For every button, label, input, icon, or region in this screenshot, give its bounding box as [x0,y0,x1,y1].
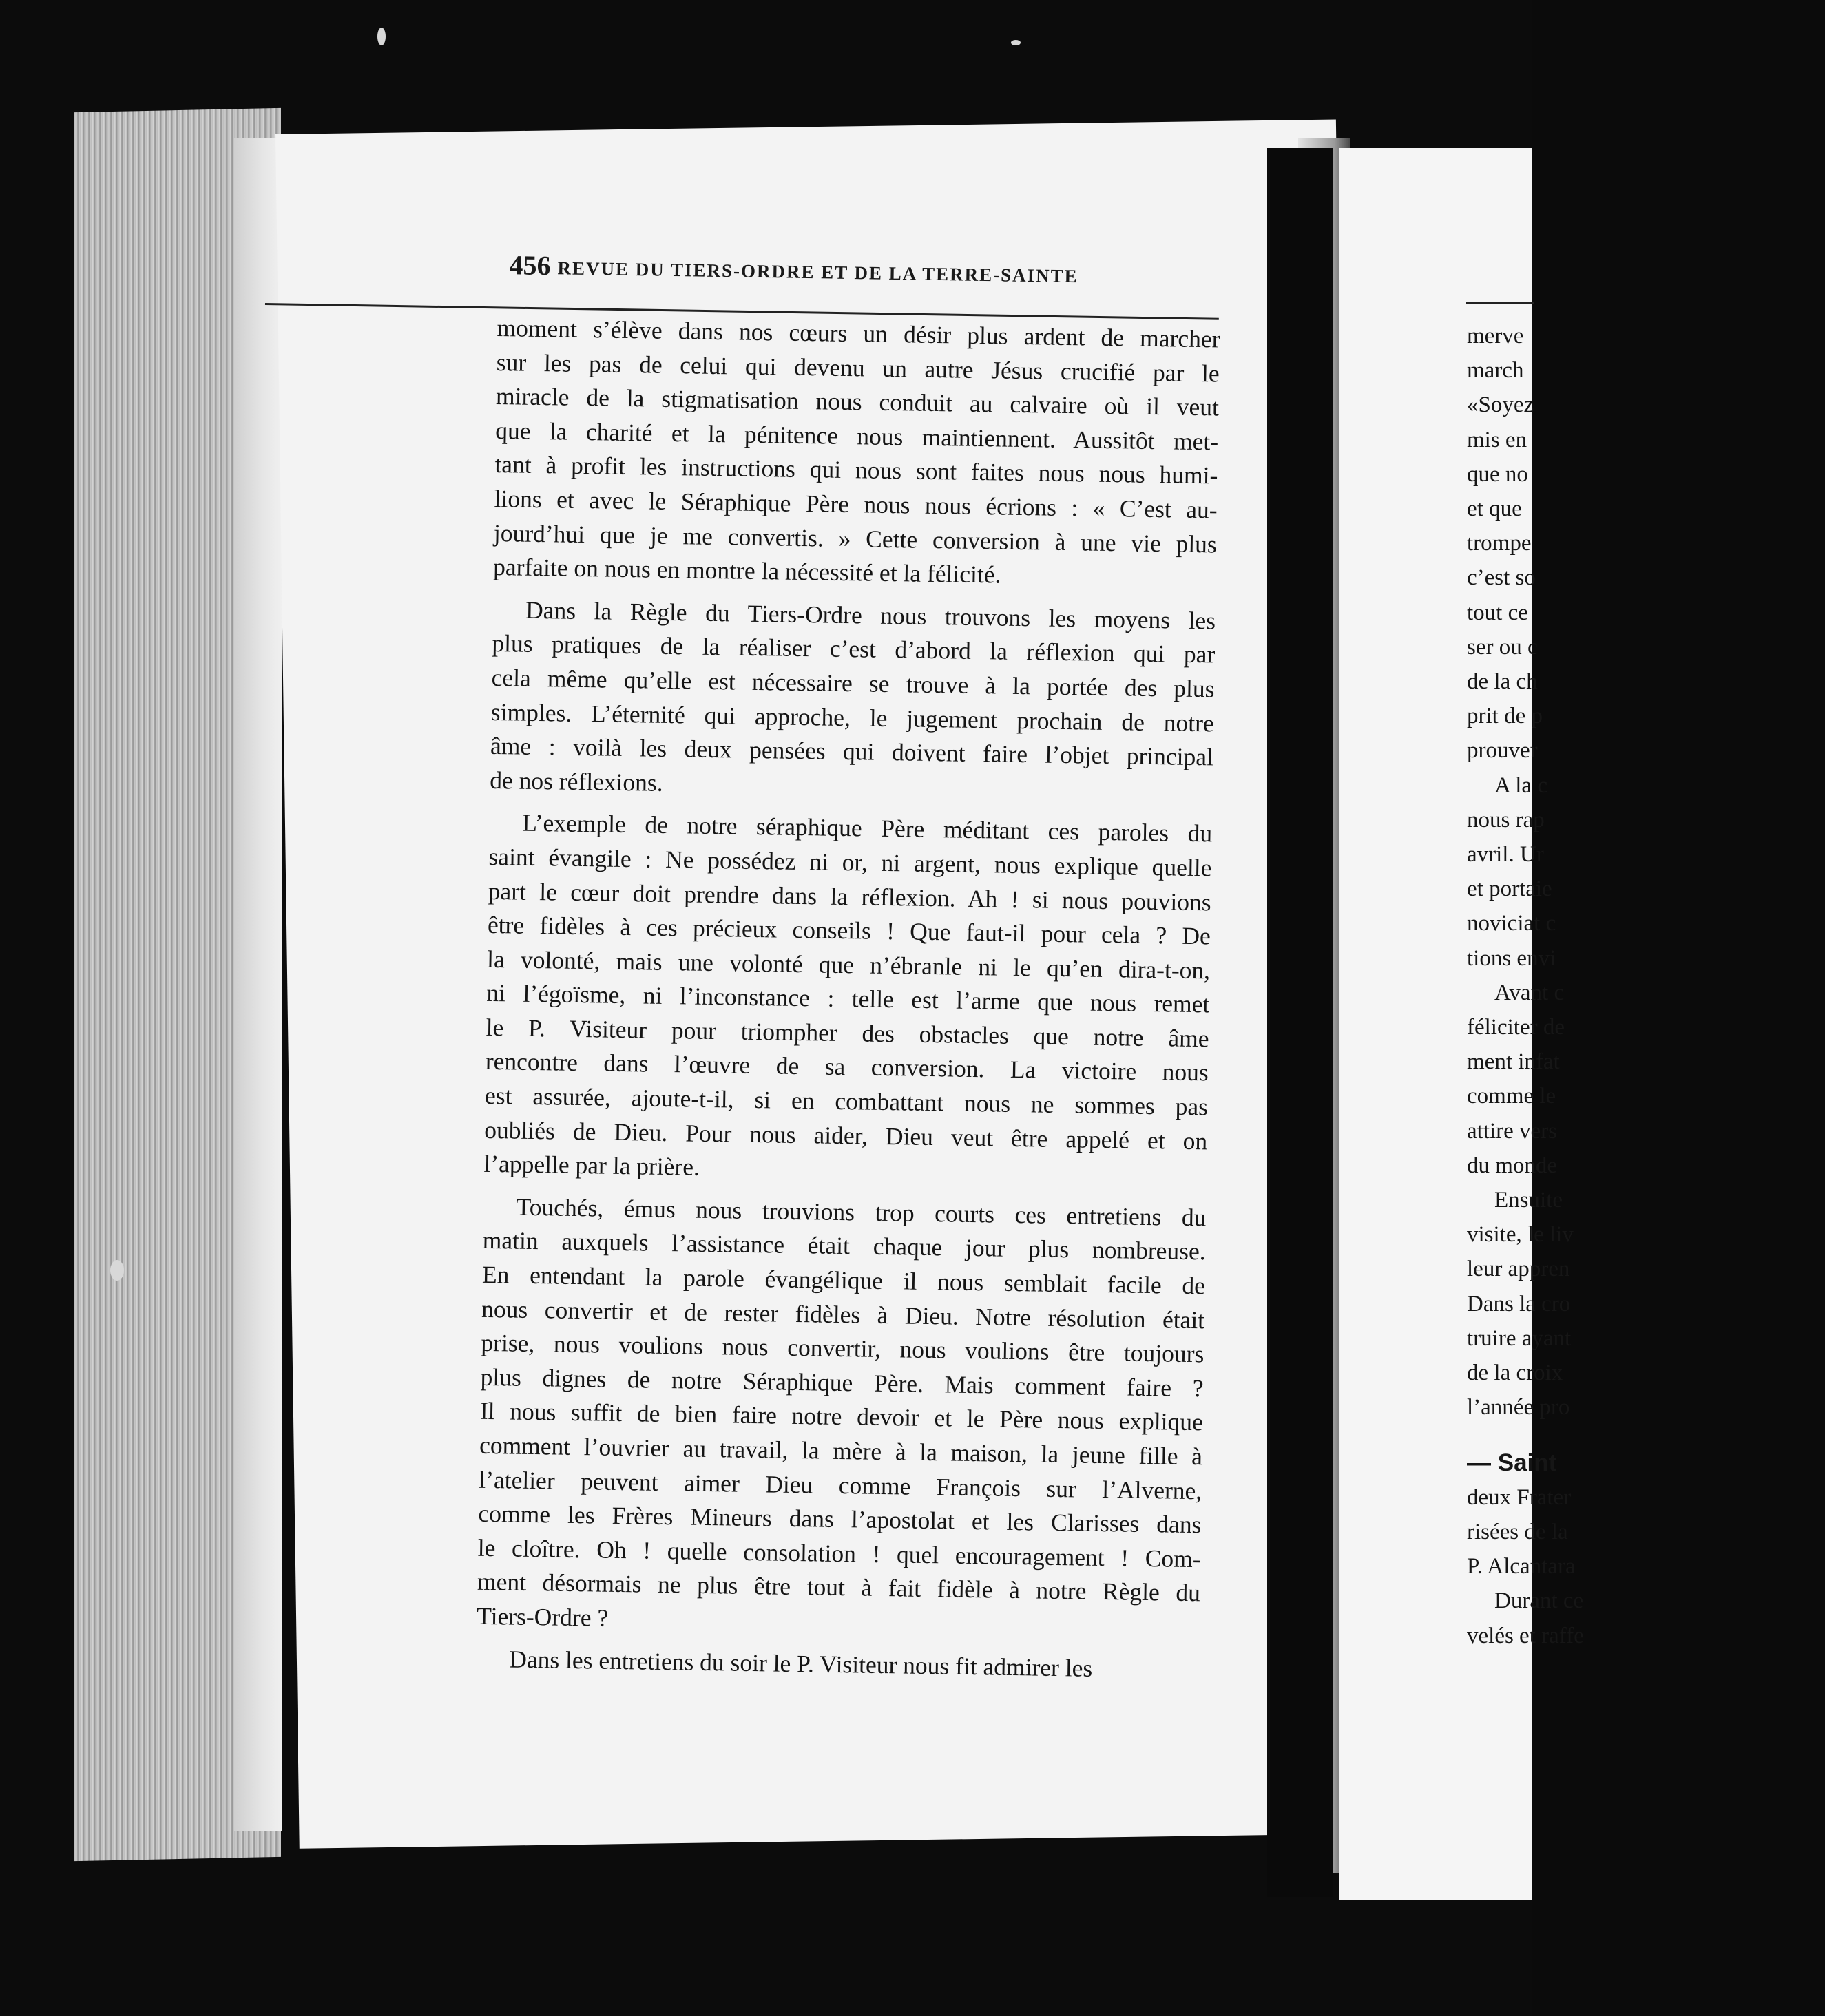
text-line: Dans la Règle du Tiers-Ordre nous trouvons les moyens les [525,596,1216,635]
text-line: ment désormais ne plus être tout à fait fidèle à notre Règle du [477,1568,1201,1607]
text-line: nous rap [1467,807,1545,832]
text-line: Ensuite [1494,1188,1563,1213]
page-divider-shadow [1267,148,1333,1897]
text-line: Dans la cro [1467,1291,1571,1316]
text-line: saint évangile : Ne possédez ni or, ni argent, nous explique quelle [488,842,1212,882]
text-line: moment s’élève dans nos cœurs un désir plus ardent de marcher [497,313,1220,353]
right-header-rule [1466,302,1534,304]
text-line: rencontre dans l’œuvre de sa conversion. La victoire nous [485,1047,1209,1086]
text-line: leur appren [1467,1257,1570,1282]
text-line: tout ce [1467,600,1528,625]
text-line: l’appelle par la prière. [483,1150,700,1182]
text-line: attire vers [1467,1118,1558,1144]
text-line: sur les pas de celui qui devenu un autre Jésus crucifié par le [496,348,1220,388]
text-line: part le cœur doit prendre dans la réflexion. Ah ! si nous pouvions [488,876,1211,916]
text-line: la volonté, mais une volonté que n’ébranle ni le qu’en dira-t-on, [486,945,1211,985]
text-line: ni l’égoïsme, ni l’inconstance : telle est l’arme que nous remet [486,979,1210,1018]
text-line: être fidèles à ces précieux conseils ! Que faut-il pour cela ? De [487,910,1211,950]
text-line: et que [1467,496,1522,522]
text-line: l’année pro [1467,1395,1570,1420]
text-line: ment infat [1467,1049,1560,1075]
text-line: miracle de la stigmatisation nous conduit au calvaire où il veut [495,382,1220,421]
text-line: trompe [1467,531,1532,556]
book-page-edges-inner [234,138,282,1831]
text-line: mis en [1467,427,1527,452]
text-line: parfaite on nous en montre la nécessité et la félicité. [492,553,1001,589]
text-line: et portaie [1467,876,1552,902]
text-line: plus pratiques de la réaliser c’est d’abord la réflexion qui par [492,629,1216,669]
text-line: de la croix [1467,1361,1563,1386]
text-line: Touchés, émus nous trouvions trop courts ces entretiens du [516,1193,1207,1232]
dust-speck [1011,40,1021,45]
text-line: que la charité et la pénitence nous maintiennent. Aussitôt met- [494,416,1219,456]
left-page-body [476,311,1220,1687]
text-line: Tiers-Ordre ? [476,1602,609,1632]
text-line: tions envi [1467,945,1556,971]
text-line: est assurée, ajoute-t-il, si en combattant nous ne sommes pas [484,1081,1209,1121]
text-line: avril. Ur [1467,842,1544,868]
text-line: — Saint [1467,1449,1557,1476]
dust-speck [110,1260,124,1281]
text-line: plus dignes de notre Séraphique Père. Mais comment faire ? [480,1363,1204,1403]
text-line: de la ch [1467,669,1538,695]
text-line: risées de la [1467,1519,1568,1544]
text-line: tant à profit les instructions qui nous sont faites nous nous humi- [494,450,1218,490]
text-line: le cloître. Oh ! quelle consolation ! quel encouragement ! Com- [477,1533,1201,1573]
text-line: A la c [1494,773,1547,798]
text-line: nous convertir et de rester fidèles à Dieu. Notre résolution était [481,1294,1205,1334]
text-line: prit de p [1467,704,1543,729]
right-page-body [1467,319,1825,1653]
text-line: le P. Visiteur pour triompher des obstacles que notre âme [486,1013,1209,1053]
dust-speck [377,28,386,45]
text-line: simples. L’éternité qui approche, le jugement prochain de notre [490,697,1215,737]
text-line: Dans les entretiens du soir le P. Visiteur nous fit admirer les [508,1645,1093,1682]
running-title: REVUE DU TIERS-ORDRE ET DE LA TERRE-SAINTE [557,258,1078,287]
text-line: truire ayant [1467,1325,1572,1351]
text-line: que no [1467,461,1528,487]
text-line: lions et avec le Séraphique Père nous nous écrions : « C’est au- [494,484,1218,524]
text-line: Durant ce [1494,1588,1584,1614]
text-line: féliciter de [1467,1015,1565,1040]
text-line: L’exemple de notre séraphique Père méditant ces paroles du [522,808,1213,848]
text-line: Il nous suffit de bien faire notre devoir et le Père nous explique [479,1397,1204,1436]
text-line: ser ou c [1467,634,1538,660]
text-line: visite, le liv [1467,1222,1574,1248]
text-line: cela même qu’elle est nécessaire se trouve à la portée des plus [491,663,1215,703]
text-line: march [1467,358,1524,384]
text-line: prise, nous voulions nous convertir, nous voulions être toujours [481,1329,1204,1368]
text-line: comme les Frères Mineurs dans l’apostolat et les Clarisses dans [478,1499,1202,1539]
text-line: âme : voilà les deux pensées qui doivent faire l’objet principal [490,732,1214,771]
text-line: oubliés de Dieu. Pour nous aider, Dieu veut être appelé et on [484,1115,1208,1155]
text-line: Avant c [1494,980,1565,1005]
text-line: jourd’hui que je me convertis. » Cette conversion à une vie plus [493,518,1218,558]
text-line: merve [1467,324,1524,348]
text-line: de nos réflexions. [489,766,663,797]
text-line: l’atelier peuvent aimer Dieu comme François sur l’Alverne, [479,1465,1202,1504]
text-line: En entendant la parole évangélique il nous semblait facile de [481,1260,1206,1300]
text-line: deux Frater [1467,1484,1572,1510]
page-number: 456 [509,249,551,282]
text-line: P. Alcantara [1467,1554,1576,1579]
text-line: prouver [1467,738,1538,764]
text-line: noviciat c [1467,911,1556,936]
text-line: «Soyez [1467,392,1534,418]
text-line: velés et raffe [1467,1623,1584,1648]
text-line: matin auxquels l’assistance était chaque jour plus nombreuse. [482,1226,1206,1266]
text-line: du monde [1467,1153,1558,1178]
text-line: comment l’ouvrier au travail, la mère à la maison, la jeune fille à [479,1431,1203,1471]
text-line: c’est so [1467,565,1536,591]
text-line: comme le [1467,1084,1556,1109]
